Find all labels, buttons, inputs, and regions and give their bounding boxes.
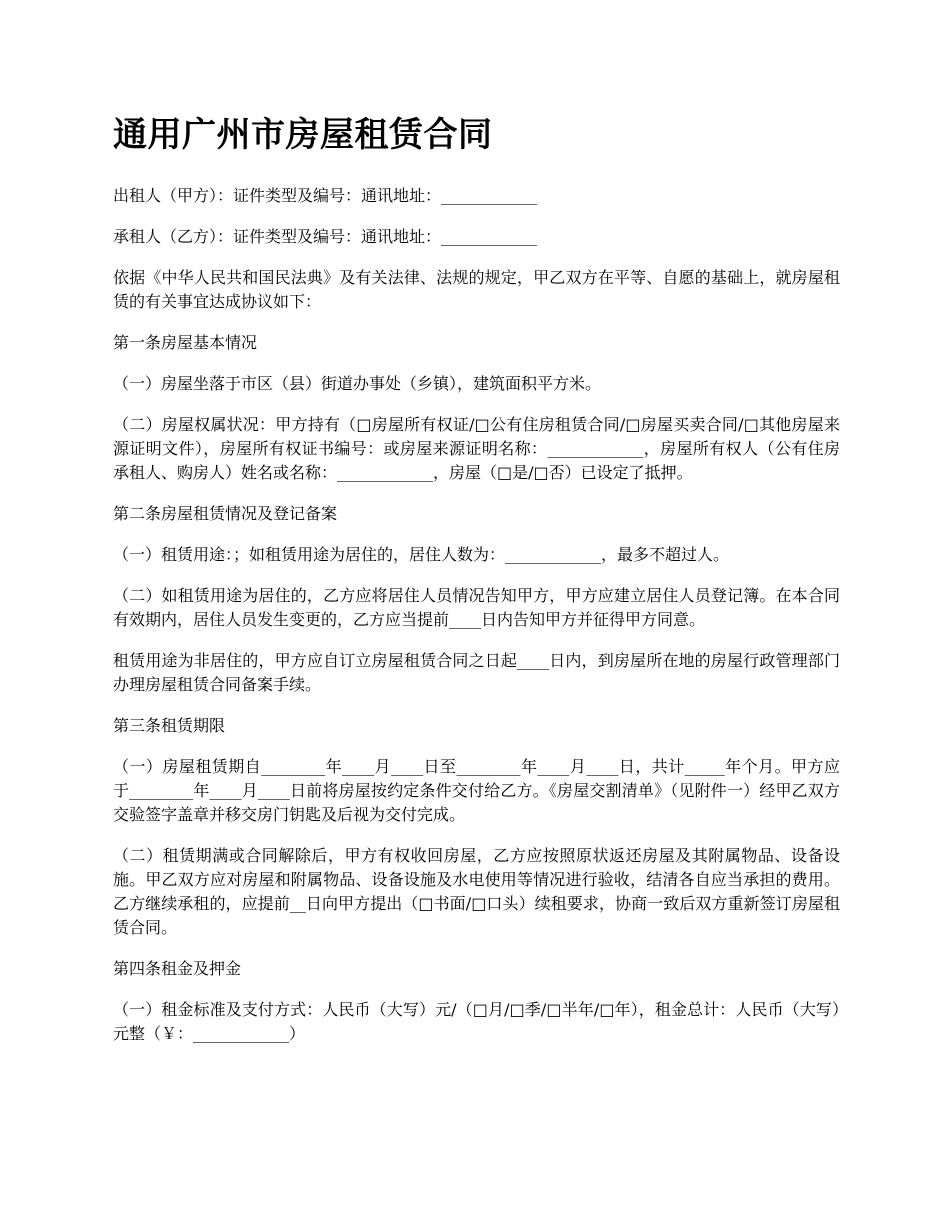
paragraph-2-2: （二）如租赁用途为居住的，乙方应将居住人员情况告知甲方，甲方应建立居住人员登记簿。在本合同有效期内，居住人员发生变更的，乙方应当提前____日内告知甲方并征得甲方同意。 xyxy=(113,586,840,629)
paragraph-lessee: 承租人（乙方）：证件类型及编号：通讯地址：____________ xyxy=(113,227,538,246)
paragraph-4-1: （一）租金标准及支付方式：人民币（大写）元/（□月/□季/□半年/□年），租金总计：人民币（大写）元整（￥：____________） xyxy=(113,1000,840,1043)
section-heading-2: 第二条房屋租赁情况及登记备案 xyxy=(113,504,338,523)
document-title: 通用广州市房屋租赁合同 xyxy=(113,115,493,155)
section-heading-4: 第四条租金及押金 xyxy=(113,959,242,978)
section-heading-1: 第一条房屋基本情况 xyxy=(113,333,258,352)
paragraph-2-3: 租赁用途为非居住的，甲方应自订立房屋租赁合同之日起____日内，到房屋所在地的房屋行政管理部门办理房屋租赁合同备案手续。 xyxy=(113,651,840,694)
paragraph-lessor: 出租人（甲方）：证件类型及编号：通讯地址：____________ xyxy=(113,186,538,205)
section-heading-3: 第三条租赁期限 xyxy=(113,716,226,735)
paragraph-1-1: （一）房屋坐落于市区（县）街道办事处（乡镇），建筑面积平方米。 xyxy=(113,374,602,393)
paragraph-preamble: 依据《中华人民共和国民法典》及有关法律、法规的规定，甲乙双方在平等、自愿的基础上，就房屋租赁的有关事宜达成协议如下： xyxy=(113,268,840,311)
paragraph-3-2: （二）租赁期满或合同解除后，甲方有权收回房屋，乙方应按照原状返还房屋及其附属物品、设备设施。甲乙双方应对房屋和附属物品、设备设施及水电使用等情况进行验收，结清各自应当承担的费用。乙方继续承租的，应提前__日向甲方提出（□书面/□口头）续租要求，协商一致后双方重新签订房屋租赁合同。 xyxy=(113,846,840,937)
paragraph-2-1: （一）租赁用途：；如租赁用途为居住的，居住人数为：____________，最多不超过人。 xyxy=(113,545,730,564)
paragraph-3-1: （一）房屋租赁期自________年____月____日至________年____月____日，共计_____年个月。甲方应于________年____月____日前将房屋按约定条件交付给乙方。《房屋交割清单》（见附件一）经甲乙双方交验签字盖章并移交房门钥匙及后视为交付完成。 xyxy=(113,757,840,824)
paragraph-1-2: （二）房屋权属状况：甲方持有（□房屋所有权证/□公有住房租赁合同/□房屋买卖合同/□其他房屋来源证明文件），房屋所有权证书编号：或房屋来源证明名称：____________，房屋所有权人（公有住房承租人、购房人）姓名或名称：____________，房屋（□是/□否）已设定了抵押。 xyxy=(113,415,840,482)
